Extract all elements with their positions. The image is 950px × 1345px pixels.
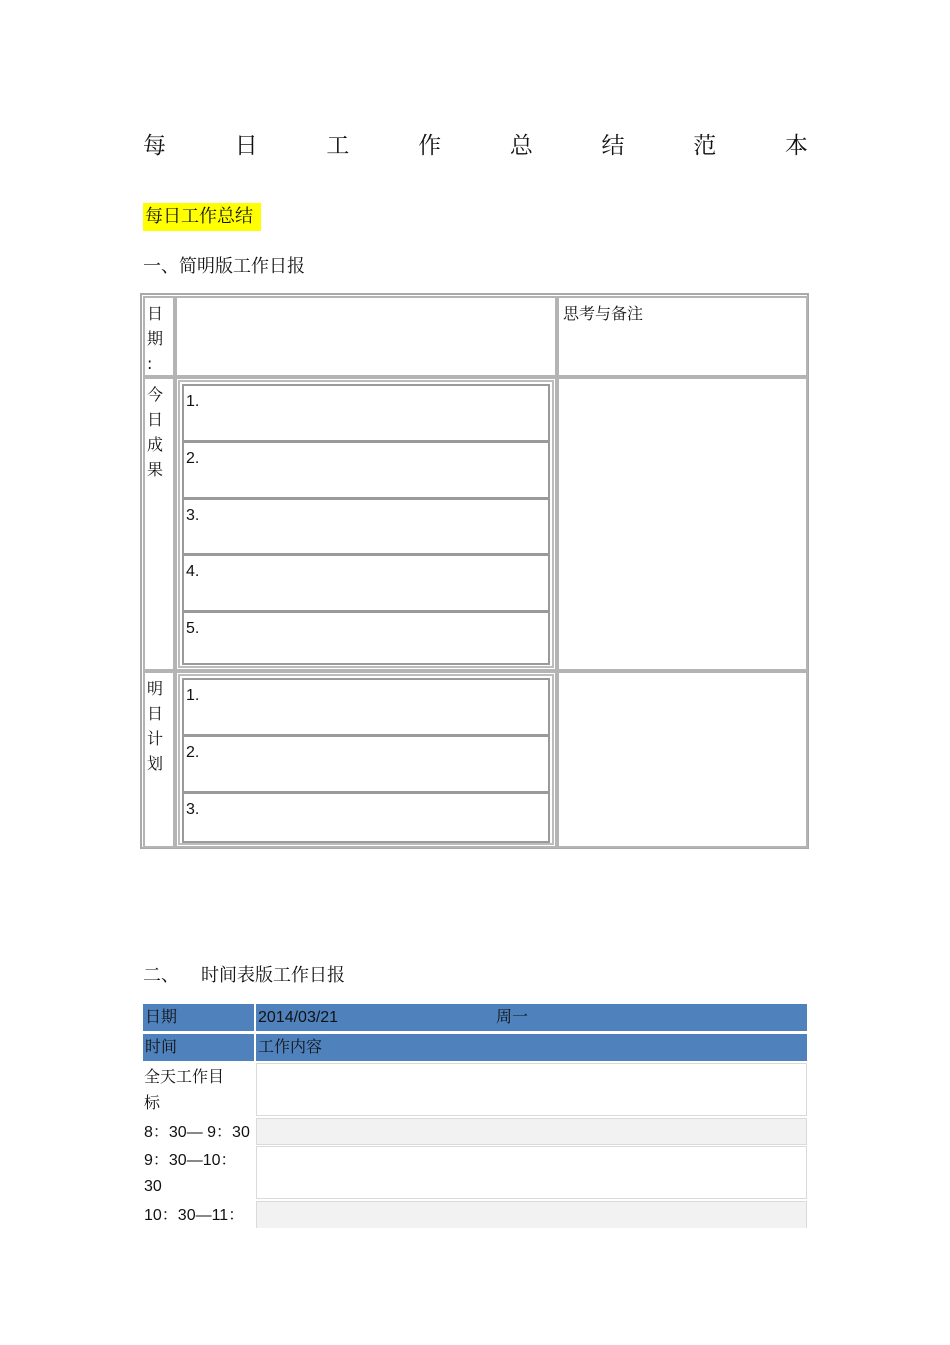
today-label-char: 日 [147,410,164,429]
tomorrow-item[interactable]: 1. [182,678,550,736]
weekday-value: 周一 [496,1007,529,1026]
date-label-cell [143,296,175,377]
today-item[interactable]: 4. [182,554,550,612]
date-value: 2014/03/21 [258,1009,339,1026]
highlighted-heading: 每日工作总结 [143,203,261,231]
time-slot-line: 全天工作目 [144,1069,225,1086]
today-item[interactable]: 1. [182,384,550,442]
tomorrow-label-char: 日 [147,704,164,723]
simple-report-table [140,293,809,849]
tomorrow-plan-label-cell [143,671,175,848]
today-label-char: 今 [147,385,164,404]
title-char: 日 [234,132,258,159]
schedule-header-row [143,1004,807,1031]
tomorrow-item[interactable]: 3. [182,792,550,843]
date-value-cell[interactable] [175,296,557,377]
today-label-char: 成 [147,435,164,454]
today-item[interactable]: 5. [182,611,550,665]
time-slot-line: 30 [144,1178,162,1195]
time-slot-label [143,1146,254,1199]
today-results-cell [175,377,557,671]
time-slot-line: 8：30— 9：30 [144,1124,250,1141]
tomorrow-label-char: 明 [147,679,164,698]
section1-number: 一、 [143,256,179,277]
schedule-row [143,1118,807,1145]
today-label-char: 果 [147,460,164,479]
time-slot-line: 9：30—10： [144,1152,237,1169]
date-header-value[interactable] [256,1004,807,1031]
date-label-char: 期 [147,329,164,348]
notes-header-cell [557,296,808,377]
tomorrow-notes-cell[interactable] [557,671,808,848]
schedule-row [143,1201,807,1228]
schedule-content-cell[interactable] [256,1118,807,1145]
time-header-label: 时间 [143,1034,254,1061]
time-slot-label [143,1118,254,1145]
schedule-content-cell[interactable] [256,1146,807,1199]
schedule-row [143,1146,807,1199]
today-item[interactable]: 3. [182,498,550,555]
section2-number: 二、 [143,965,179,986]
document-title [143,126,808,160]
today-notes-cell[interactable] [557,377,808,671]
tomorrow-label-char: 计 [147,729,164,748]
title-char: 结 [601,132,625,159]
title-char: 总 [509,132,533,159]
time-slot-line: 10：30—11： [144,1207,245,1224]
section2-heading [143,964,345,988]
schedule-row [143,1063,807,1116]
title-char: 本 [784,132,808,159]
tomorrow-label-char: 划 [147,754,164,773]
time-slot-line: 标 [144,1095,161,1112]
section1-heading [143,255,305,279]
time-slot-label [143,1063,254,1116]
schedule-subheader-row [143,1034,807,1061]
schedule-content-cell[interactable] [256,1063,807,1116]
title-char: 作 [418,132,442,159]
today-results-list [178,380,554,668]
schedule-content-cell[interactable] [256,1201,807,1228]
section2-title: 时间表版工作日报 [201,965,345,986]
today-results-label-cell [143,377,175,671]
title-char: 工 [326,132,350,159]
title-char: 范 [693,132,717,159]
notes-header: 思考与备注 [563,304,644,323]
date-label-char: : [147,354,153,373]
tomorrow-plan-cell [175,671,557,848]
section1-title: 简明版工作日报 [179,256,305,277]
title-char: 每 [143,132,166,159]
date-label-char: 日 [147,304,164,323]
tomorrow-item[interactable]: 2. [182,735,550,793]
date-header-label: 日期 [143,1004,254,1031]
time-slot-label [143,1201,254,1228]
today-item[interactable]: 2. [182,441,550,499]
tomorrow-plan-list [178,674,554,845]
content-header-label: 工作内容 [256,1034,807,1061]
